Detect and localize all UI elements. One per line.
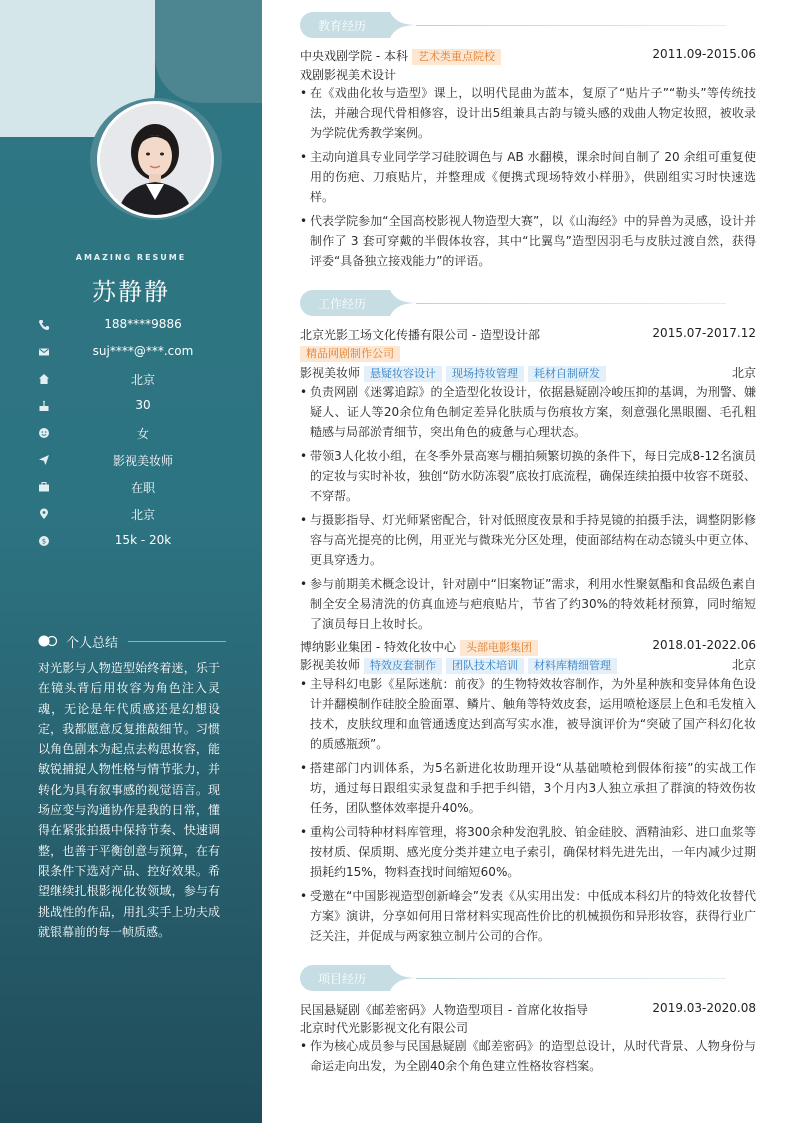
job-bullet: • 带领3人化妆小组，在冬季外景高寒与棚拍频繁切换的条件下，每日完成8-12名演员的定妆与实时补妆，独创“防水防冻裂”底妆打底流程，确保连续拍摄中妆容不斑驳、不穿帮。 xyxy=(300,446,756,506)
phone-icon xyxy=(38,319,50,331)
job-bullet: • 重构公司特种材料库管理，将300余种发泡乳胶、铂金硅胶、酒精油彩、进口血浆等按材质、保质期、感光度分类并建立电子索引，确保材料先进先出，一年内减少过期损耗约15%，物料查找时间缩短60%。 xyxy=(300,822,756,882)
job-bullet: • 主导科幻电影《星际迷航：前夜》的生物特效妆容制作，为外星种族和变异体角色设计并翻模制作硅胶全脸面罩、鳞片、触角等特效皮套，运用喷枪逐层上色和毛发植入技术，皮肤纹理和血管通透度达到高写实水准，被导演评价为“突破了国产科幻化妆的质感瓶颈”。 xyxy=(300,674,756,754)
phone-value: 188****9886 xyxy=(104,317,182,331)
toggle-dots-icon xyxy=(38,635,58,647)
job-company-tag-row xyxy=(300,346,756,364)
info-position xyxy=(38,450,228,470)
job-date: 2015.07-2017.12 xyxy=(652,326,756,340)
info-salary xyxy=(38,531,228,551)
job-company: 北京光影工场文化传播有限公司 - 造型设计部 xyxy=(300,328,540,342)
briefcase-icon xyxy=(38,481,50,493)
home-value: 北京 xyxy=(130,373,155,387)
job-header-row xyxy=(300,638,756,656)
job-city: 北京 xyxy=(731,366,756,380)
major: 戏剧影视美术设计 xyxy=(300,68,397,82)
job-date: 2018.01-2022.06 xyxy=(652,638,756,652)
info-gender xyxy=(38,423,228,443)
status-value: 在职 xyxy=(130,481,155,495)
school-tag: 艺术类重点院校 xyxy=(412,49,501,65)
summary-text: 对光影与人物造型始终着迷，乐于在镜头背后用妆容为角色注入灵魂，无论是年代质感还是幻想设定，我都愿意反复推敲细节。习惯以角色剧本为起点去构思妆容，能敏锐捕捉人物性格与情节张力，并转化为具有叙事感的视觉语言。现场应变与沟通协作是我的日常，懂得在紧张拍摄中保持节奏、快速调整，也善于平衡创意与预算，在有限条件下选对产品、控好效果。希望继续扎根影视化妆领域，参与有挑战性的作品，用扎实手上功夫成就银幕前的每一帧质感。 xyxy=(38,661,220,939)
job-header-row xyxy=(300,326,756,344)
education-major-row xyxy=(300,66,756,84)
job-bullet: • 负责网剧《迷雾追踪》的全造型化妆设计，依据悬疑剧冷峻压抑的基调，为刑警、嫌疑人、证人等20余位角色制定差异化肤质与伤痕妆方案，刻意强化黑眼圈、毛孔粗糙感与局部淤青细节，突出角色的疲惫与心理状态。 xyxy=(300,382,756,442)
decor-shape-mid xyxy=(155,0,262,103)
section-project-title: 项目经历 xyxy=(318,972,367,986)
section-work-title: 工作经历 xyxy=(318,297,367,311)
project-bullet: • 作为核心成员参与民国悬疑剧《邮差密码》的造型总设计，从时代背景、人物身份与命运走向出发，为全剧40余个角色建立性格妆容档案。 xyxy=(300,1036,756,1076)
project-org: 北京时代光影影视文化有限公司 xyxy=(300,1021,469,1035)
avatar xyxy=(97,101,214,218)
school-name: 中央戏剧学院 - 本科 xyxy=(300,49,408,63)
candidate-name: 苏静静 xyxy=(92,278,170,306)
company-tag: 头部电影集团 xyxy=(460,640,538,656)
send-icon xyxy=(38,454,50,466)
email-value: suj****@***.com xyxy=(92,344,194,358)
position-value: 影视美妆师 xyxy=(112,454,173,468)
skill-tag: 特效皮套制作 xyxy=(364,658,442,674)
education-date: 2011.09-2015.06 xyxy=(652,47,756,61)
summary-divider xyxy=(128,641,226,642)
info-status xyxy=(38,477,228,497)
sidebar xyxy=(0,0,262,1123)
job-bullet: • 受邀在“中国影视造型创新峰会”发表《从实用出发：中低成本科幻片的特效化妆替代方案》演讲，分享如何用日常材料实现高性价比的机械损伤和异形妆容，获得行业广泛关注，并促成与两家独立制片公司的合作。 xyxy=(300,886,756,946)
skill-tag: 悬疑妆容设计 xyxy=(364,366,442,382)
project-date: 2019.03-2020.08 xyxy=(652,1001,756,1015)
location-pin-icon xyxy=(38,508,50,520)
skill-tag: 团队技术培训 xyxy=(446,658,524,674)
face-icon xyxy=(38,427,50,439)
job-role-row xyxy=(300,364,756,382)
age-value: 30 xyxy=(135,398,151,412)
job-bullet: • 搭建部门内训体系，为5名新进化妆助理开设“从基础喷枪到假体衔接”的实战工作坊，通过每日跟组实录复盘和手把手纠错，3个月内3人独立承担了群演的特效伤妆任务，团队整体效率提升40%。 xyxy=(300,758,756,818)
education-bullet: • 代表学院参加“全国高校影视人物造型大赛”，以《山海经》中的异兽为灵感，设计并制作了 3 套可穿戴的半假体妆容，其中“比翼鸟”造型因羽毛与皮肤过渡自然，获得评委“具备独立接戏能力”的评语。 xyxy=(300,211,756,271)
skill-tag: 现场持妆管理 xyxy=(446,366,524,382)
skill-tag: 耗材自制研发 xyxy=(528,366,606,382)
summary-heading xyxy=(38,631,226,651)
section-rule xyxy=(416,303,726,304)
summary-title: 个人总结 xyxy=(66,636,119,651)
education-header-row xyxy=(300,47,756,65)
section-work-heading xyxy=(300,290,756,316)
job-bullet: • 参与前期美术概念设计，针对剧中“旧案物证”需求，利用水性聚氨酯和食品级色素自制全安全易清洗的仿真血迹与疤痕贴片，节省了约30%的特效耗材预算，同时缩短了演员每日上妆时长。 xyxy=(300,574,756,634)
job-bullet: • 与摄影指导、灯光师紧密配合，针对低照度夜景和手持晃镜的拍摄手法，调整阴影修容与高光提亮的比例，用亚光与微珠光分区处理，使面部结构在动态镜头中更立体、更具穿透力。 xyxy=(300,510,756,570)
info-age xyxy=(38,396,228,416)
gender-value: 女 xyxy=(136,427,149,441)
job-role-row xyxy=(300,656,756,674)
section-rule xyxy=(416,978,726,979)
company-tag: 精品网剧制作公司 xyxy=(300,346,400,362)
svg-text:$: $ xyxy=(41,537,47,546)
section-education-title: 教育经历 xyxy=(318,19,367,33)
info-email xyxy=(38,342,228,362)
section-project-heading xyxy=(300,965,756,991)
education-bullet: • 在《戏曲化妆与造型》课上，以明代昆曲为蓝本，复原了“贴片子”“勒头”等传统技法，并融合现代骨相修容，设计出5组兼具古韵与镜头感的戏曲人物定妆照，被收录为学院优秀教学案例。 xyxy=(300,83,756,143)
salary-value: 15k - 20k xyxy=(114,533,172,547)
project-name: 民国悬疑剧《邮差密码》人物造型项目 - 首席化妆指导 xyxy=(300,1003,588,1017)
job-role: 影视美妆师 xyxy=(300,658,361,672)
skill-tag: 材料库精细管理 xyxy=(528,658,617,674)
resume-eyebrow: AMAZING RESUME xyxy=(75,253,187,262)
info-phone xyxy=(38,315,228,335)
job-city: 北京 xyxy=(731,658,756,672)
section-education-heading xyxy=(300,12,756,38)
money-icon xyxy=(38,535,50,547)
home-icon xyxy=(38,373,50,385)
job-role: 影视美妆师 xyxy=(300,366,361,380)
project-header-row xyxy=(300,1001,756,1019)
location-value: 北京 xyxy=(130,508,155,522)
cake-icon xyxy=(38,400,50,412)
email-icon xyxy=(38,346,50,358)
info-home xyxy=(38,369,228,389)
project-org-row xyxy=(300,1019,756,1037)
job-company: 博纳影业集团 - 特效化妆中心 xyxy=(300,640,456,654)
info-location xyxy=(38,504,228,524)
education-bullet: • 主动向道具专业同学学习硅胶调色与 AB 水翻模，课余时间自制了 20 余组可重复使用的伤疤、刀痕贴片，并整理成《便携式现场特效小样册》，供剧组实习时快速选样。 xyxy=(300,147,756,207)
section-rule xyxy=(416,25,726,26)
